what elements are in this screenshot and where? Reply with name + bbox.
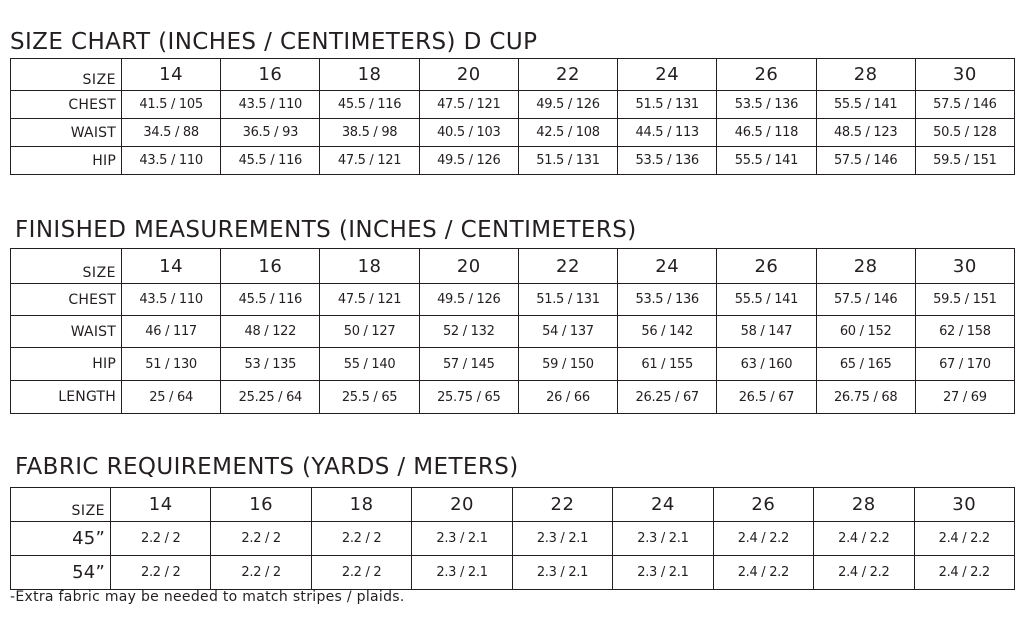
table-cell: 2.2 / 2 xyxy=(211,522,311,556)
fabric-note: -Extra fabric may be needed to match stripes / plaids. xyxy=(10,589,405,605)
table-cell: 40.5 / 103 xyxy=(419,119,518,147)
table-cell: 56 / 142 xyxy=(618,316,717,348)
table-cell: 2.3 / 2.1 xyxy=(412,522,512,556)
size-header-label: SIZE xyxy=(11,488,111,522)
table-cell: 65 / 165 xyxy=(816,348,915,381)
size-header-cell: 24 xyxy=(618,249,717,284)
size-header-cell: 22 xyxy=(518,249,617,284)
table-cell: 55 / 140 xyxy=(320,348,419,381)
size-header-cell: 20 xyxy=(419,249,518,284)
table-cell: 62 / 158 xyxy=(915,316,1014,348)
table-cell: 51 / 130 xyxy=(122,348,221,381)
table-cell: 43.5 / 110 xyxy=(221,91,320,119)
table-cell: 46 / 117 xyxy=(122,316,221,348)
table-cell: 45.5 / 116 xyxy=(320,91,419,119)
fabric-requirements-title: FABRIC REQUIREMENTS (YARDS / METERS) xyxy=(15,454,519,480)
table-cell: 2.3 / 2.1 xyxy=(412,556,512,590)
table-cell: 57.5 / 146 xyxy=(816,147,915,175)
table-cell: 59.5 / 151 xyxy=(915,147,1014,175)
table-cell: 25 / 64 xyxy=(122,381,221,414)
table-cell: 49.5 / 126 xyxy=(419,284,518,316)
table-cell: 25.5 / 65 xyxy=(320,381,419,414)
table-cell: 59 / 150 xyxy=(518,348,617,381)
table-cell: 57.5 / 146 xyxy=(915,91,1014,119)
table-cell: 51.5 / 131 xyxy=(618,91,717,119)
size-header-row xyxy=(11,59,1015,91)
table-cell: 60 / 152 xyxy=(816,316,915,348)
table-cell: 48.5 / 123 xyxy=(816,119,915,147)
size-header-cell: 18 xyxy=(320,249,419,284)
table-row xyxy=(11,91,1015,119)
size-header-cell: 16 xyxy=(211,488,311,522)
table-cell: 50.5 / 128 xyxy=(915,119,1014,147)
table-cell: 52 / 132 xyxy=(419,316,518,348)
size-header-cell: 30 xyxy=(915,249,1014,284)
table-cell: 2.3 / 2.1 xyxy=(613,522,713,556)
table-cell: 47.5 / 121 xyxy=(320,147,419,175)
table-row xyxy=(11,119,1015,147)
size-header-cell: 22 xyxy=(512,488,612,522)
size-header-cell: 16 xyxy=(221,249,320,284)
finished-measurements-table xyxy=(10,248,1015,414)
size-chart-table xyxy=(10,58,1015,175)
table-cell: 45.5 / 116 xyxy=(221,284,320,316)
row-label-waist: WAIST xyxy=(11,119,122,147)
size-chart-title: SIZE CHART (INCHES / CENTIMETERS) D CUP xyxy=(10,29,538,55)
table-cell: 53.5 / 136 xyxy=(618,284,717,316)
size-header-label: SIZE xyxy=(11,249,122,284)
table-cell: 2.2 / 2 xyxy=(311,522,411,556)
table-cell: 63 / 160 xyxy=(717,348,816,381)
table-cell: 2.2 / 2 xyxy=(111,556,211,590)
table-cell: 2.4 / 2.2 xyxy=(713,556,813,590)
table-cell: 43.5 / 110 xyxy=(122,147,221,175)
size-header-cell: 20 xyxy=(412,488,512,522)
row-label-waist: WAIST xyxy=(11,316,122,348)
table-cell: 26.25 / 67 xyxy=(618,381,717,414)
table-cell: 26.75 / 68 xyxy=(816,381,915,414)
size-header-cell: 24 xyxy=(618,59,717,91)
size-header-cell: 14 xyxy=(122,249,221,284)
table-cell: 2.3 / 2.1 xyxy=(613,556,713,590)
row-label-chest: CHEST xyxy=(11,284,122,316)
size-header-cell: 14 xyxy=(111,488,211,522)
finished-measurements-title: FINISHED MEASUREMENTS (INCHES / CENTIMETERS) xyxy=(15,217,637,243)
table-cell: 26 / 66 xyxy=(518,381,617,414)
table-cell: 55.5 / 141 xyxy=(717,284,816,316)
row-label-length: LENGTH xyxy=(11,381,122,414)
table-cell: 58 / 147 xyxy=(717,316,816,348)
size-header-cell: 28 xyxy=(816,249,915,284)
size-header-cell: 22 xyxy=(518,59,617,91)
table-row xyxy=(11,522,1015,556)
size-header-cell: 24 xyxy=(613,488,713,522)
table-cell: 2.4 / 2.2 xyxy=(914,556,1015,590)
table-cell: 38.5 / 98 xyxy=(320,119,419,147)
size-header-cell: 30 xyxy=(915,59,1014,91)
table-cell: 45.5 / 116 xyxy=(221,147,320,175)
table-cell: 50 / 127 xyxy=(320,316,419,348)
table-cell: 57.5 / 146 xyxy=(816,284,915,316)
size-header-cell: 26 xyxy=(717,249,816,284)
table-cell: 48 / 122 xyxy=(221,316,320,348)
row-label-fabric-54: 54” xyxy=(11,556,111,590)
size-header-cell: 28 xyxy=(814,488,914,522)
table-cell: 2.4 / 2.2 xyxy=(814,522,914,556)
table-cell: 49.5 / 126 xyxy=(419,147,518,175)
table-cell: 51.5 / 131 xyxy=(518,147,617,175)
row-label-hip: HIP xyxy=(11,348,122,381)
table-cell: 57 / 145 xyxy=(419,348,518,381)
size-header-cell: 26 xyxy=(713,488,813,522)
table-row xyxy=(11,348,1015,381)
table-cell: 2.2 / 2 xyxy=(211,556,311,590)
table-cell: 47.5 / 121 xyxy=(320,284,419,316)
table-cell: 2.4 / 2.2 xyxy=(914,522,1015,556)
table-cell: 49.5 / 126 xyxy=(518,91,617,119)
table-cell: 2.4 / 2.2 xyxy=(713,522,813,556)
table-row xyxy=(11,147,1015,175)
size-header-row xyxy=(11,488,1015,522)
table-cell: 53.5 / 136 xyxy=(717,91,816,119)
size-header-cell: 18 xyxy=(311,488,411,522)
table-cell: 42.5 / 108 xyxy=(518,119,617,147)
table-cell: 53 / 135 xyxy=(221,348,320,381)
table-cell: 25.25 / 64 xyxy=(221,381,320,414)
table-cell: 27 / 69 xyxy=(915,381,1014,414)
fabric-requirements-table xyxy=(10,487,1015,590)
table-cell: 54 / 137 xyxy=(518,316,617,348)
table-cell: 46.5 / 118 xyxy=(717,119,816,147)
table-cell: 43.5 / 110 xyxy=(122,284,221,316)
size-header-row xyxy=(11,249,1015,284)
table-cell: 25.75 / 65 xyxy=(419,381,518,414)
table-cell: 36.5 / 93 xyxy=(221,119,320,147)
table-cell: 41.5 / 105 xyxy=(122,91,221,119)
table-cell: 2.4 / 2.2 xyxy=(814,556,914,590)
size-header-cell: 30 xyxy=(914,488,1015,522)
size-header-cell: 26 xyxy=(717,59,816,91)
table-cell: 61 / 155 xyxy=(618,348,717,381)
table-cell: 2.2 / 2 xyxy=(111,522,211,556)
table-cell: 2.2 / 2 xyxy=(311,556,411,590)
table-cell: 2.3 / 2.1 xyxy=(512,522,612,556)
table-row xyxy=(11,556,1015,590)
table-row xyxy=(11,316,1015,348)
table-cell: 55.5 / 141 xyxy=(717,147,816,175)
size-header-cell: 28 xyxy=(816,59,915,91)
table-cell: 51.5 / 131 xyxy=(518,284,617,316)
table-cell: 2.3 / 2.1 xyxy=(512,556,612,590)
table-cell: 53.5 / 136 xyxy=(618,147,717,175)
size-header-label: SIZE xyxy=(11,59,122,91)
row-label-chest: CHEST xyxy=(11,91,122,119)
table-cell: 47.5 / 121 xyxy=(419,91,518,119)
size-header-cell: 16 xyxy=(221,59,320,91)
table-cell: 59.5 / 151 xyxy=(915,284,1014,316)
table-cell: 67 / 170 xyxy=(915,348,1014,381)
row-label-hip: HIP xyxy=(11,147,122,175)
table-cell: 26.5 / 67 xyxy=(717,381,816,414)
table-cell: 34.5 / 88 xyxy=(122,119,221,147)
table-row xyxy=(11,284,1015,316)
size-header-cell: 20 xyxy=(419,59,518,91)
table-row xyxy=(11,381,1015,414)
table-cell: 55.5 / 141 xyxy=(816,91,915,119)
size-header-cell: 18 xyxy=(320,59,419,91)
table-cell: 44.5 / 113 xyxy=(618,119,717,147)
size-header-cell: 14 xyxy=(122,59,221,91)
row-label-fabric-45: 45” xyxy=(11,522,111,556)
